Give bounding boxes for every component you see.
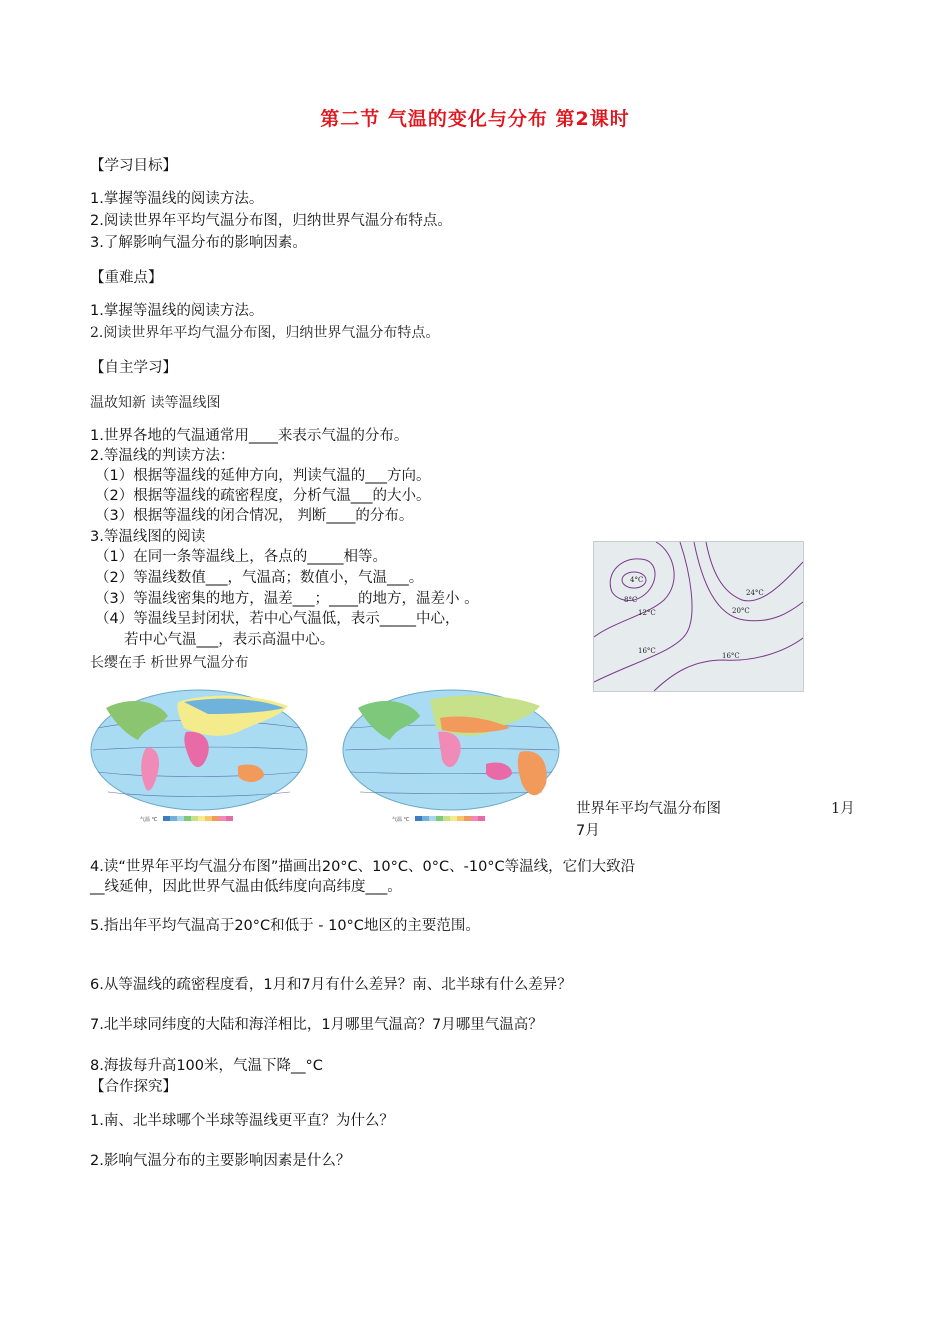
isotherm-label: 4°C — [630, 576, 644, 584]
question-4-continuation: __线延伸，因此世界气温由低纬度向高纬度___。 — [90, 879, 402, 895]
self-study-subheading-2: 长缨在手 析世界气温分布 — [90, 655, 249, 671]
question-2: 2.等温线的判读方法： — [90, 448, 235, 464]
question-3-item: （2）等温线数值___，气温高；数值小，气温___。 — [95, 570, 424, 586]
question-2-item: （2）根据等温线的疏密程度，分析气温___的大小。 — [95, 488, 431, 504]
cooperation-item: 2.影响气温分布的主要影响因素是什么？ — [90, 1153, 351, 1169]
cooperation-item: 1.南、北半球哪个半球等温线更平直？为什么？ — [90, 1113, 394, 1129]
isotherm-line — [594, 542, 674, 637]
key-point-item: 2.阅读世界年平均气温分布图，归纳世界气温分布特点。 — [90, 325, 440, 341]
self-study-heading: 【自主学习】 — [90, 360, 177, 376]
isotherm-diagram — [593, 541, 804, 692]
objective-item: 1.掌握等温线的阅读方法。 — [90, 191, 264, 207]
question-4: 4.读“世界年平均气温分布图”描画出20°C、10°C、0°C、-10°C等温线，它们大致沿 — [90, 859, 636, 875]
isotherm-label: 24°C — [746, 589, 764, 597]
isotherm-label: 16°C — [638, 647, 656, 655]
objectives-heading: 【学习目标】 — [90, 158, 177, 174]
question-3-item: （1）在同一条等温线上，各点的_____相等。 — [95, 549, 387, 565]
question-5: 5.指出年平均气温高于20°C和低于 - 10°C地区的主要范围。 — [90, 918, 480, 934]
objective-item: 2.阅读世界年平均气温分布图，归纳世界气温分布特点。 — [90, 213, 452, 229]
key-points-heading: 【重难点】 — [90, 270, 163, 286]
question-7: 7.北半球同纬度的大陆和海洋相比，1月哪里气温高？7月哪里气温高？ — [90, 1017, 543, 1033]
world-map-july — [340, 688, 562, 828]
isotherm-svg — [594, 542, 803, 691]
cooperation-heading: 【合作探究】 — [90, 1079, 177, 1095]
isotherm-label: 20°C — [732, 607, 750, 615]
self-study-subheading: 温故知新 读等温线图 — [90, 395, 221, 411]
legend-swatches-july — [415, 816, 485, 821]
question-3-continuation: 若中心气温___，表示高温中心。 — [124, 632, 335, 648]
question-2-item: （1）根据等温线的延伸方向，判读气温的___方向。 — [95, 468, 431, 484]
page-title: 第二节 气温的变化与分布 第2课时 — [320, 108, 630, 130]
legend-swatches-january — [163, 816, 233, 821]
question-3: 3.等温线图的阅读 — [90, 529, 206, 545]
isotherm-label: 8°C — [624, 596, 638, 604]
isotherm-line — [654, 638, 803, 691]
legend-label: 气温 ℃ — [140, 817, 158, 823]
month-label-july: 7月 — [576, 823, 600, 839]
world-map-caption: 世界年平均气温分布图 — [576, 801, 721, 817]
isotherm-label: 16°C — [722, 652, 740, 660]
question-6: 6.从等温线的疏密程度看，1月和7月有什么差异？南、北半球有什么差异？ — [90, 977, 572, 993]
question-1: 1.世界各地的气温通常用____来表示气温的分布。 — [90, 428, 409, 444]
question-3-item: （4）等温线呈封闭状，若中心气温低，表示_____中心， — [95, 611, 460, 627]
question-3-item: （3）等温线密集的地方，温差___；____的地方，温差小 。 — [95, 591, 479, 607]
key-point-item: 1.掌握等温线的阅读方法。 — [90, 303, 264, 319]
question-8: 8.海拔每升高100米，气温下降__°C — [90, 1058, 323, 1074]
objective-item: 3.了解影响气温分布的影响因素。 — [90, 235, 307, 251]
month-label-january: 1月 — [831, 801, 855, 817]
legend-label: 气温 ℃ — [392, 817, 410, 823]
question-2-item: （3）根据等温线的闭合情况， 判断____的分布。 — [95, 508, 414, 524]
world-map-january — [88, 688, 310, 828]
isotherm-label: 12°C — [638, 609, 656, 617]
